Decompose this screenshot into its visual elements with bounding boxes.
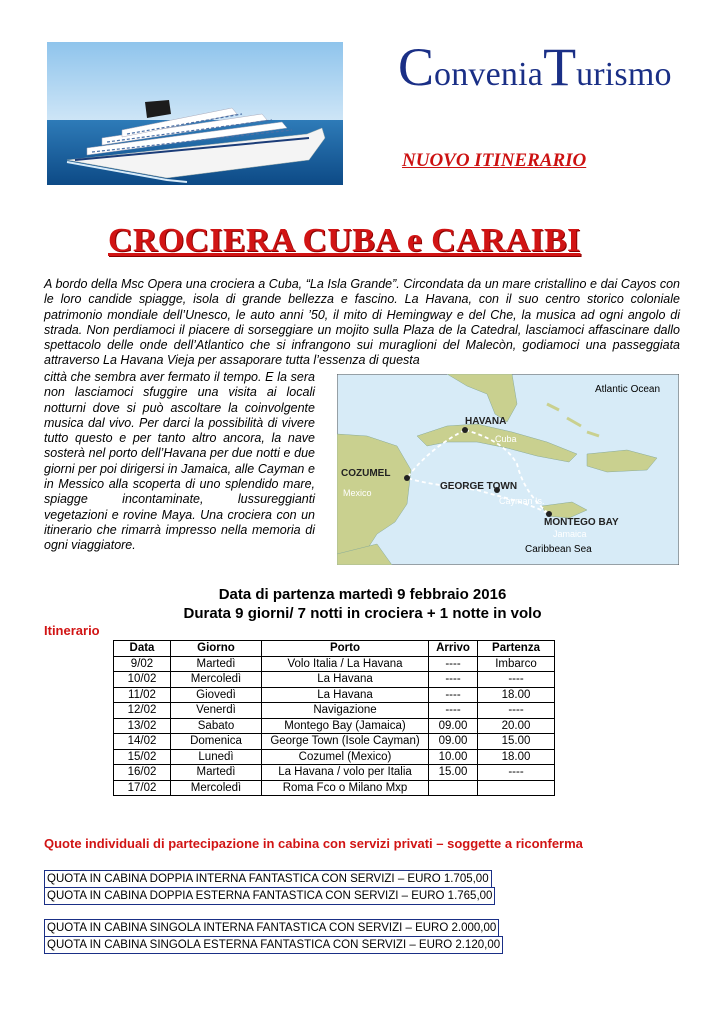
page-title: CROCIERA CUBA e CARAIBI: [108, 222, 581, 259]
cell-port: La Havana / volo per Italia: [262, 765, 429, 781]
cell-departure: 15.00: [478, 734, 555, 750]
cell-departure: 18.00: [478, 749, 555, 765]
new-itinerary-badge: NUOVO ITINERARIO: [402, 150, 587, 171]
convenia-turismo-logo: ConveniaTurismo: [398, 37, 672, 97]
intro-paragraph-continued: città che sembra aver fermato il tempo. E la sera non lasciamoci sfuggire una visita ai locali notturni dove si può ascoltare la coinvolgente musica dal vivo. Per darci la possibilità di vivere tutto questo e per tanto altro ancora, la nave sosterà nel porto dell’Havana per due notti e due giorni per poi dirigersi in Jamaica, alle Cayman e in Messico alla scoperta di uno splendido mare, spiagge incontaminate, lussureggianti vegetazioni e rovine Maya. Una crociera con un itinerario che rimarrà impresso nella memoria di ogni viaggiatore.: [44, 370, 315, 553]
table-row: [114, 703, 555, 719]
map-region-cuba: Cuba: [495, 434, 517, 444]
cell-port: Montego Bay (Jamaica): [262, 718, 429, 734]
cell-port: Cozumel (Mexico): [262, 749, 429, 765]
map-port-cozumel: COZUMEL: [341, 468, 391, 479]
cell-port: Volo Italia / La Havana: [262, 656, 429, 672]
cell-date: 13/02: [114, 718, 171, 734]
cell-day: Domenica: [171, 734, 262, 750]
cell-day: Giovedì: [171, 687, 262, 703]
prices-heading: Quote individuali di partecipazione in cabina con servizi privati – soggette a riconferma: [44, 836, 583, 851]
table-row: [114, 687, 555, 703]
cell-arrival: 09.00: [429, 718, 478, 734]
cell-date: 15/02: [114, 749, 171, 765]
map-port-montego-bay: MONTEGO BAY: [544, 517, 619, 528]
cell-arrival: ----: [429, 687, 478, 703]
table-row: [114, 656, 555, 672]
cell-day: Martedì: [171, 656, 262, 672]
cell-day: Mercoledì: [171, 780, 262, 796]
map-port-havana: HAVANA: [465, 416, 507, 427]
cell-departure: ----: [478, 703, 555, 719]
cell-arrival: 15.00: [429, 765, 478, 781]
cell-port: Roma Fco o Milano Mxp: [262, 780, 429, 796]
cell-day: Venerdì: [171, 703, 262, 719]
cell-port: La Havana: [262, 687, 429, 703]
cell-port: Navigazione: [262, 703, 429, 719]
map-label-caribbean: Caribbean Sea: [525, 544, 592, 555]
cell-arrival: ----: [429, 672, 478, 688]
cell-date: 10/02: [114, 672, 171, 688]
cell-date: 9/02: [114, 656, 171, 672]
cell-day: Lunedì: [171, 749, 262, 765]
table-row: [114, 672, 555, 688]
price-double-inside: QUOTA IN CABINA DOPPIA INTERNA FANTASTICA CON SERVIZI – EURO 1.705,00: [44, 870, 492, 888]
cell-date: 16/02: [114, 765, 171, 781]
intro-paragraph: A bordo della Msc Opera una crociera a Cuba, “La Isla Grande”. Circondata da un mare cristallino e dai Cayos con le loro candide spiagge, isola di grande bellezza e fascino. La Havana, con il suo centro storico coloniale patrimonio mondiale dell’Unesco, le auto anni ’50, il mito di Hemingway e del Che, la musica ad ogni angolo di strada. Non perdiamoci il piacere di sorseggiare un mojito sulla Plaza de la Catedral, lasciamoci affascinare dallo spettacolo delle onde dell’Atlantico che si infrangono sui muraglioni del Malecòn, godiamoci una passeggiata attraverso La Havana Vieja per assaporare tutta l’essenza di questa: [44, 277, 680, 368]
table-header-row: [114, 641, 555, 657]
cell-date: 12/02: [114, 703, 171, 719]
cell-arrival: 10.00: [429, 749, 478, 765]
cell-departure: 18.00: [478, 687, 555, 703]
cell-departure: 20.00: [478, 718, 555, 734]
map-region-mexico: Mexico: [343, 488, 372, 498]
trip-duration: Durata 9 giorni/ 7 notti in crociera + 1 notte in volo: [183, 605, 542, 622]
cruise-route-map: [337, 374, 679, 565]
cell-arrival: ----: [429, 656, 478, 672]
header-arrival: Arrivo: [429, 641, 478, 657]
map-label-atlantic: Atlantic Ocean: [595, 384, 661, 395]
cell-date: 14/02: [114, 734, 171, 750]
cell-day: Mercoledì: [171, 672, 262, 688]
cell-port: La Havana: [262, 672, 429, 688]
map-region-jamaica: Jamaica: [553, 529, 587, 539]
itinerary-table: [113, 640, 555, 796]
table-row: [114, 765, 555, 781]
cell-date: 17/02: [114, 780, 171, 796]
cruise-ship-photo: [47, 42, 343, 185]
price-double-outside: QUOTA IN CABINA DOPPIA ESTERNA FANTASTICA CON SERVIZI – EURO 1.765,00: [44, 887, 495, 905]
map-port-george-town: GEORGE TOWN: [440, 481, 518, 492]
cell-departure: [478, 780, 555, 796]
cell-date: 11/02: [114, 687, 171, 703]
header-departure: Partenza: [478, 641, 555, 657]
table-row: [114, 780, 555, 796]
cell-arrival: [429, 780, 478, 796]
table-row: [114, 749, 555, 765]
header-day: Giorno: [171, 641, 262, 657]
table-row: [114, 718, 555, 734]
price-single-inside: QUOTA IN CABINA SINGOLA INTERNA FANTASTICA CON SERVIZI – EURO 2.000,00: [44, 919, 499, 937]
header-port: Porto: [262, 641, 429, 657]
cell-day: Martedì: [171, 765, 262, 781]
map-region-cayman: Cayman Is.: [499, 496, 545, 506]
cell-departure: Imbarco: [478, 656, 555, 672]
cell-day: Sabato: [171, 718, 262, 734]
cell-departure: ----: [478, 672, 555, 688]
departure-date: Data di partenza martedì 9 febbraio 2016: [218, 586, 507, 603]
header-date: Data: [114, 641, 171, 657]
itinerary-label: Itinerario: [44, 623, 100, 638]
table-row: [114, 734, 555, 750]
cell-port: George Town (Isole Cayman): [262, 734, 429, 750]
cell-arrival: ----: [429, 703, 478, 719]
cell-arrival: 09.00: [429, 734, 478, 750]
cell-departure: ----: [478, 765, 555, 781]
price-single-outside: QUOTA IN CABINA SINGOLA ESTERNA FANTASTICA CON SERVIZI – EURO 2.120,00: [44, 936, 503, 954]
